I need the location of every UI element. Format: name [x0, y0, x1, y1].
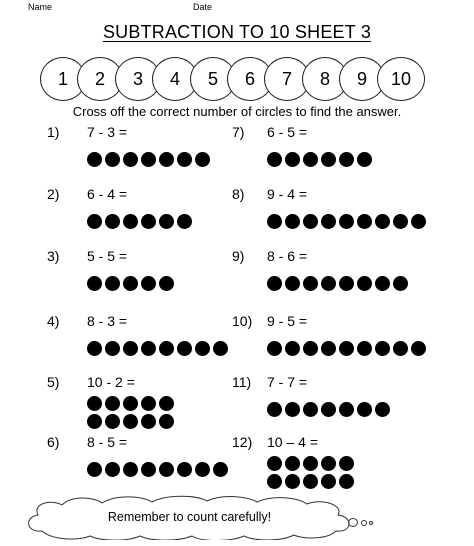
name-label: Name: [28, 2, 53, 12]
counting-circle[interactable]: [375, 214, 390, 229]
problem-9: [232, 248, 442, 306]
instruction-text: Cross off the correct number of circles to find the answer.: [72, 104, 402, 119]
counting-circle[interactable]: [195, 462, 210, 477]
counting-circle[interactable]: [267, 276, 282, 291]
counting-circle[interactable]: [303, 456, 318, 471]
counting-circle[interactable]: [123, 152, 138, 167]
counting-circle[interactable]: [123, 276, 138, 291]
counting-circle[interactable]: [321, 402, 336, 417]
counting-circle[interactable]: [267, 474, 282, 489]
problem-number: 9): [232, 248, 245, 264]
counting-circle[interactable]: [123, 414, 138, 429]
counting-circle[interactable]: [339, 456, 354, 471]
counting-circle[interactable]: [375, 402, 390, 417]
counting-circle[interactable]: [303, 474, 318, 489]
counting-circle[interactable]: [159, 462, 174, 477]
problem-number: 3): [47, 248, 60, 264]
problem-number: 6): [47, 434, 60, 450]
counting-circle[interactable]: [267, 152, 282, 167]
counting-circle[interactable]: [339, 214, 354, 229]
counting-circle[interactable]: [123, 214, 138, 229]
counting-circle[interactable]: [267, 402, 282, 417]
number-line-circle-8: 8: [302, 57, 348, 101]
problem-number: 11): [232, 374, 252, 390]
counting-circle[interactable]: [285, 214, 300, 229]
counting-circle[interactable]: [87, 462, 102, 477]
counting-circle[interactable]: [321, 341, 336, 356]
problem-number: 4): [47, 313, 60, 329]
number-line-circle-7: 7: [264, 57, 310, 101]
counting-circle[interactable]: [195, 341, 210, 356]
problem-expression: 6 - 4 =: [87, 186, 128, 202]
counting-circle[interactable]: [375, 276, 390, 291]
counting-circle[interactable]: [141, 396, 156, 411]
counting-circle[interactable]: [195, 152, 210, 167]
counting-circle[interactable]: [123, 341, 138, 356]
number-line-circle-3: 3: [115, 57, 161, 101]
problem-expression: 9 - 5 =: [267, 313, 308, 329]
counting-circle[interactable]: [393, 214, 408, 229]
problem-expression: 8 - 5 =: [87, 434, 128, 450]
counting-circle[interactable]: [321, 276, 336, 291]
counting-circle[interactable]: [159, 414, 174, 429]
problem-4: [47, 313, 257, 371]
problem-number: 5): [47, 374, 60, 390]
counting-circle[interactable]: [285, 402, 300, 417]
counting-circle[interactable]: [105, 462, 120, 477]
counting-circle[interactable]: [321, 214, 336, 229]
counting-circle[interactable]: [177, 341, 192, 356]
counting-circle[interactable]: [159, 341, 174, 356]
counting-circle[interactable]: [339, 341, 354, 356]
counting-circle[interactable]: [105, 152, 120, 167]
counting-circle[interactable]: [141, 341, 156, 356]
problem-12: [232, 434, 442, 492]
counting-circle[interactable]: [393, 341, 408, 356]
counting-circle[interactable]: [285, 474, 300, 489]
footer-message: Remember to count carefully!: [107, 510, 272, 524]
problem-2: [47, 186, 257, 244]
counting-circle[interactable]: [393, 276, 408, 291]
counting-circle[interactable]: [177, 152, 192, 167]
counting-circle[interactable]: [303, 276, 318, 291]
counting-circle[interactable]: [159, 276, 174, 291]
counting-circle[interactable]: [285, 152, 300, 167]
counting-circle[interactable]: [141, 214, 156, 229]
problem-number: 2): [47, 186, 60, 202]
counting-circle[interactable]: [321, 474, 336, 489]
counting-circle[interactable]: [285, 276, 300, 291]
counting-circle[interactable]: [267, 341, 282, 356]
counting-circle[interactable]: [159, 152, 174, 167]
counting-circle[interactable]: [213, 341, 228, 356]
problem-expression: 6 - 5 =: [267, 124, 308, 140]
problem-1: [47, 124, 257, 182]
problem-8: [232, 186, 442, 244]
problem-number: 12): [232, 434, 253, 450]
problem-3: [47, 248, 257, 306]
sheet-title: SUBTRACTION TO 10 SHEET 3: [102, 22, 372, 42]
counting-circle[interactable]: [339, 402, 354, 417]
counting-circle[interactable]: [123, 462, 138, 477]
problem-expression: 7 - 7 =: [267, 374, 308, 390]
counting-circle[interactable]: [303, 341, 318, 356]
problem-expression: 9 - 4 =: [267, 186, 308, 202]
thought-bubble-large: [348, 518, 358, 527]
counting-circle[interactable]: [87, 276, 102, 291]
counting-circle[interactable]: [411, 341, 426, 356]
counting-circle[interactable]: [303, 214, 318, 229]
number-line: [40, 57, 420, 101]
counting-circle[interactable]: [105, 341, 120, 356]
counting-circle[interactable]: [105, 396, 120, 411]
counting-circle[interactable]: [411, 214, 426, 229]
problem-expression: 7 - 3 =: [87, 124, 128, 140]
counting-circle[interactable]: [159, 214, 174, 229]
counting-circle[interactable]: [105, 276, 120, 291]
problem-11: [232, 374, 442, 432]
counting-circle[interactable]: [123, 396, 138, 411]
counting-circle[interactable]: [267, 214, 282, 229]
counting-circle[interactable]: [357, 152, 372, 167]
problem-expression: 10 – 4 =: [267, 434, 318, 450]
problem-5: [47, 374, 257, 432]
counting-circle[interactable]: [321, 456, 336, 471]
number-line-circle-5: 5: [190, 57, 236, 101]
number-line-circle-10: 10: [377, 57, 425, 101]
problem-number: 7): [232, 124, 245, 140]
counting-circle[interactable]: [141, 152, 156, 167]
counting-circle[interactable]: [87, 152, 102, 167]
counting-circle[interactable]: [303, 402, 318, 417]
counting-circle[interactable]: [159, 396, 174, 411]
counting-circle[interactable]: [303, 152, 318, 167]
thought-bubble-medium: [361, 520, 367, 526]
problem-expression: 5 - 5 =: [87, 248, 128, 264]
problem-expression: 8 - 3 =: [87, 313, 128, 329]
date-label: Date: [193, 2, 213, 12]
counting-circle[interactable]: [357, 214, 372, 229]
footer-cloud: [22, 495, 357, 540]
problem-number: 8): [232, 186, 245, 202]
counting-circle[interactable]: [141, 462, 156, 477]
counting-circle[interactable]: [357, 402, 372, 417]
counting-circle[interactable]: [87, 396, 102, 411]
counting-circle[interactable]: [177, 214, 192, 229]
counting-circle[interactable]: [87, 214, 102, 229]
number-line-circle-1: 1: [40, 57, 86, 101]
problem-expression: 8 - 6 =: [267, 248, 308, 264]
counting-circle[interactable]: [339, 474, 354, 489]
counting-circle[interactable]: [285, 341, 300, 356]
problem-number: 10): [232, 313, 253, 329]
number-line-circle-4: 4: [152, 57, 198, 101]
counting-circle[interactable]: [87, 341, 102, 356]
problem-7: [232, 124, 442, 182]
problem-6: [47, 434, 257, 492]
counting-circle[interactable]: [213, 462, 228, 477]
number-line-circle-6: 6: [227, 57, 273, 101]
counting-circle[interactable]: [105, 214, 120, 229]
problem-number: 1): [47, 124, 60, 140]
counting-circle[interactable]: [357, 341, 372, 356]
counting-circle[interactable]: [267, 456, 282, 471]
number-line-circle-9: 9: [339, 57, 385, 101]
counting-circle[interactable]: [285, 456, 300, 471]
counting-circle[interactable]: [105, 414, 120, 429]
number-line-circle-2: 2: [77, 57, 123, 101]
problem-expression: 10 - 2 =: [87, 374, 135, 390]
counting-circle[interactable]: [339, 152, 354, 167]
counting-circle[interactable]: [357, 276, 372, 291]
problem-10: [232, 313, 442, 371]
counting-circle[interactable]: [321, 152, 336, 167]
counting-circle[interactable]: [375, 341, 390, 356]
counting-circle[interactable]: [339, 276, 354, 291]
counting-circle[interactable]: [141, 276, 156, 291]
thought-bubble-small: [369, 521, 373, 525]
counting-circle[interactable]: [141, 414, 156, 429]
counting-circle[interactable]: [177, 462, 192, 477]
counting-circle[interactable]: [87, 414, 102, 429]
